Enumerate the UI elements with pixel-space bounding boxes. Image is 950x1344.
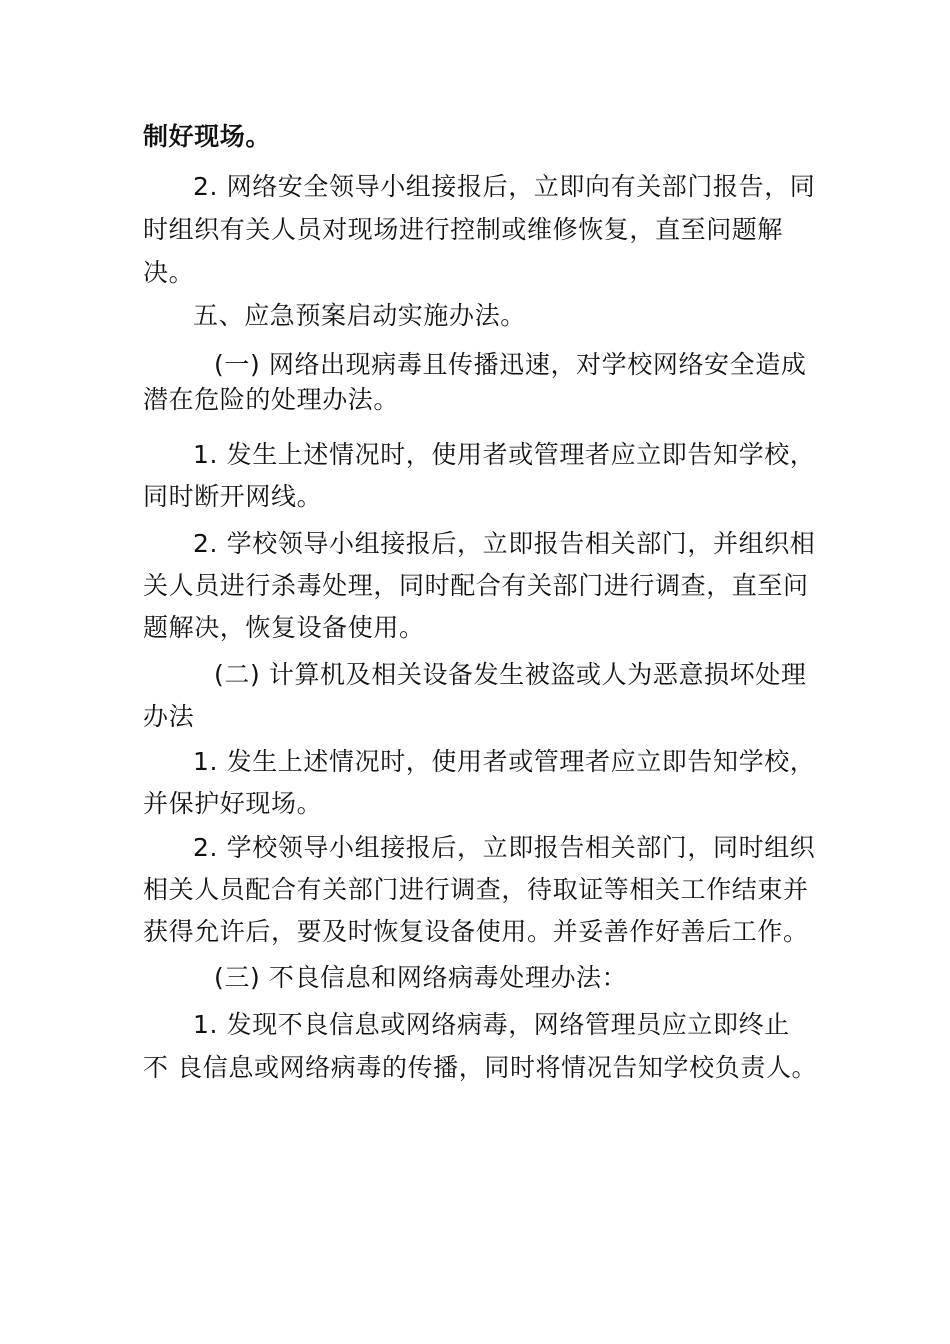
subsection-heading: (一) 网络出现病毒且传播迅速，对学校网络安全造成 [214, 350, 807, 379]
text-line: 1. 发生上述情况时，使用者或管理者应立即告知学校， [193, 747, 816, 776]
subsection-heading: (三) 不良信息和网络病毒处理办法： [214, 963, 628, 992]
text-line: 办法 [143, 702, 195, 731]
text-line: 1. 发生上述情况时，使用者或管理者应立即告知学校， [193, 440, 816, 469]
text-line: 时组织有关人员对现场进行控制或维修恢复，直至问题解 [143, 215, 784, 244]
subsection-heading: (二) 计算机及相关设备发生被盗或人为恶意损坏处理 [214, 660, 807, 689]
text-line: 获得允许后，要及时恢复设备使用。并妥善作好善后工作。 [143, 917, 809, 946]
text-line: 决。 [143, 258, 195, 287]
text-line: 1. 发现不良信息或网络病毒，网络管理员应立即终止 [193, 1010, 790, 1039]
text-line: 并保护好现场。 [143, 789, 323, 818]
text-line: 题解决，恢复设备使用。 [143, 613, 425, 642]
text-line: 同时断开网线。 [143, 482, 323, 511]
section-heading: 五、应急预案启动实施办法。 [193, 301, 526, 330]
text-line: 相关人员配合有关部门进行调查，待取证等相关工作结束并 [143, 875, 809, 904]
text-line: 不 良信息或网络病毒的传播，同时将情况告知学校负责人。 [143, 1053, 818, 1082]
text-line: 关人员进行杀毒处理，同时配合有关部门进行调查，直至问 [143, 571, 809, 600]
text-line: 2. 网络安全领导小组接报后，立即向有关部门报告，同 [193, 172, 816, 201]
text-line: 潜在危险的处理办法。 [143, 385, 400, 414]
text-line: 2. 学校领导小组接报后，立即报告相关部门，同时组织 [193, 833, 816, 862]
text-line: 制好现场。 [143, 122, 272, 151]
text-line: 2. 学校领导小组接报后，立即报告相关部门，并组织相 [193, 529, 816, 558]
